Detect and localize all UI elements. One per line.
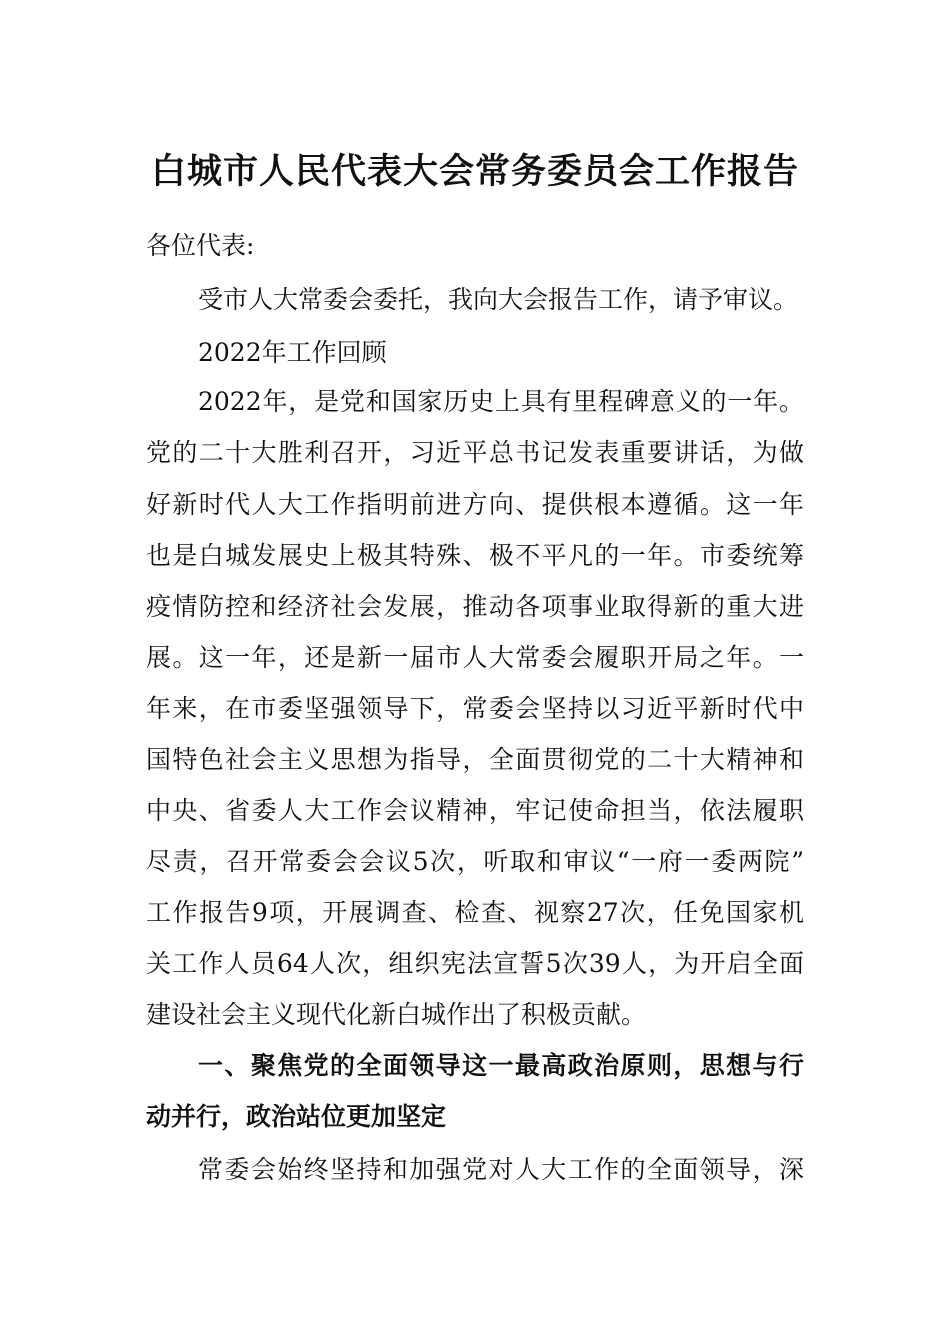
review-line: 党的二十大胜利召开，习近平总书记发表重要讲话，为做 <box>146 438 804 467</box>
section-heading-1-continued: 动并行，政治站位更加坚定 <box>146 1102 447 1131</box>
review-line: 疫情防控和经济社会发展，推动各项事业取得新的重大进 <box>146 592 804 621</box>
review-line: 中央、省委人大工作会议精神，牢记使命担当，依法履职 <box>146 796 804 825</box>
document-title: 白城市人民代表大会常务委员会工作报告 <box>150 151 799 192</box>
review-line: 工作报告9项，开展调查、检查、视察27次，任免国家机 <box>146 898 804 927</box>
review-line: 尽责，召开常委会会议5次，听取和审议“一府一委两院” <box>146 847 804 876</box>
body-paragraph: 常委会始终坚持和加强党对人大工作的全面领导，深 <box>198 1155 804 1184</box>
intro-paragraph: 受市人大常委会委托，我向大会报告工作，请予审议。 <box>198 285 799 314</box>
review-line: 好新时代人大工作指明前进方向、提供根本遵循。这一年 <box>146 490 804 519</box>
review-line: 年来，在市委坚强领导下，常委会坚持以习近平新时代中 <box>146 694 804 723</box>
review-line: 也是白城发展史上极其特殊、极不平凡的一年。市委统筹 <box>146 541 804 570</box>
salutation: 各位代表: <box>146 231 255 260</box>
review-line: 2022年，是党和国家历史上具有里程碑意义的一年。 <box>198 387 804 416</box>
review-line: 建设社会主义现代化新白城作出了积极贡献。 <box>146 1000 647 1029</box>
section-heading-1: 一、聚焦党的全面领导这一最高政治原则，思想与行 <box>198 1051 804 1080</box>
review-line: 关工作人员64人次，组织宪法宣誓5次39人，为开启全面 <box>146 949 804 978</box>
review-line: 国特色社会主义思想为指导，全面贯彻党的二十大精神和 <box>146 745 804 774</box>
review-line: 展。这一年，还是新一届市人大常委会履职开局之年。一 <box>146 643 804 672</box>
section-review-heading: 2022年工作回顾 <box>198 338 387 367</box>
